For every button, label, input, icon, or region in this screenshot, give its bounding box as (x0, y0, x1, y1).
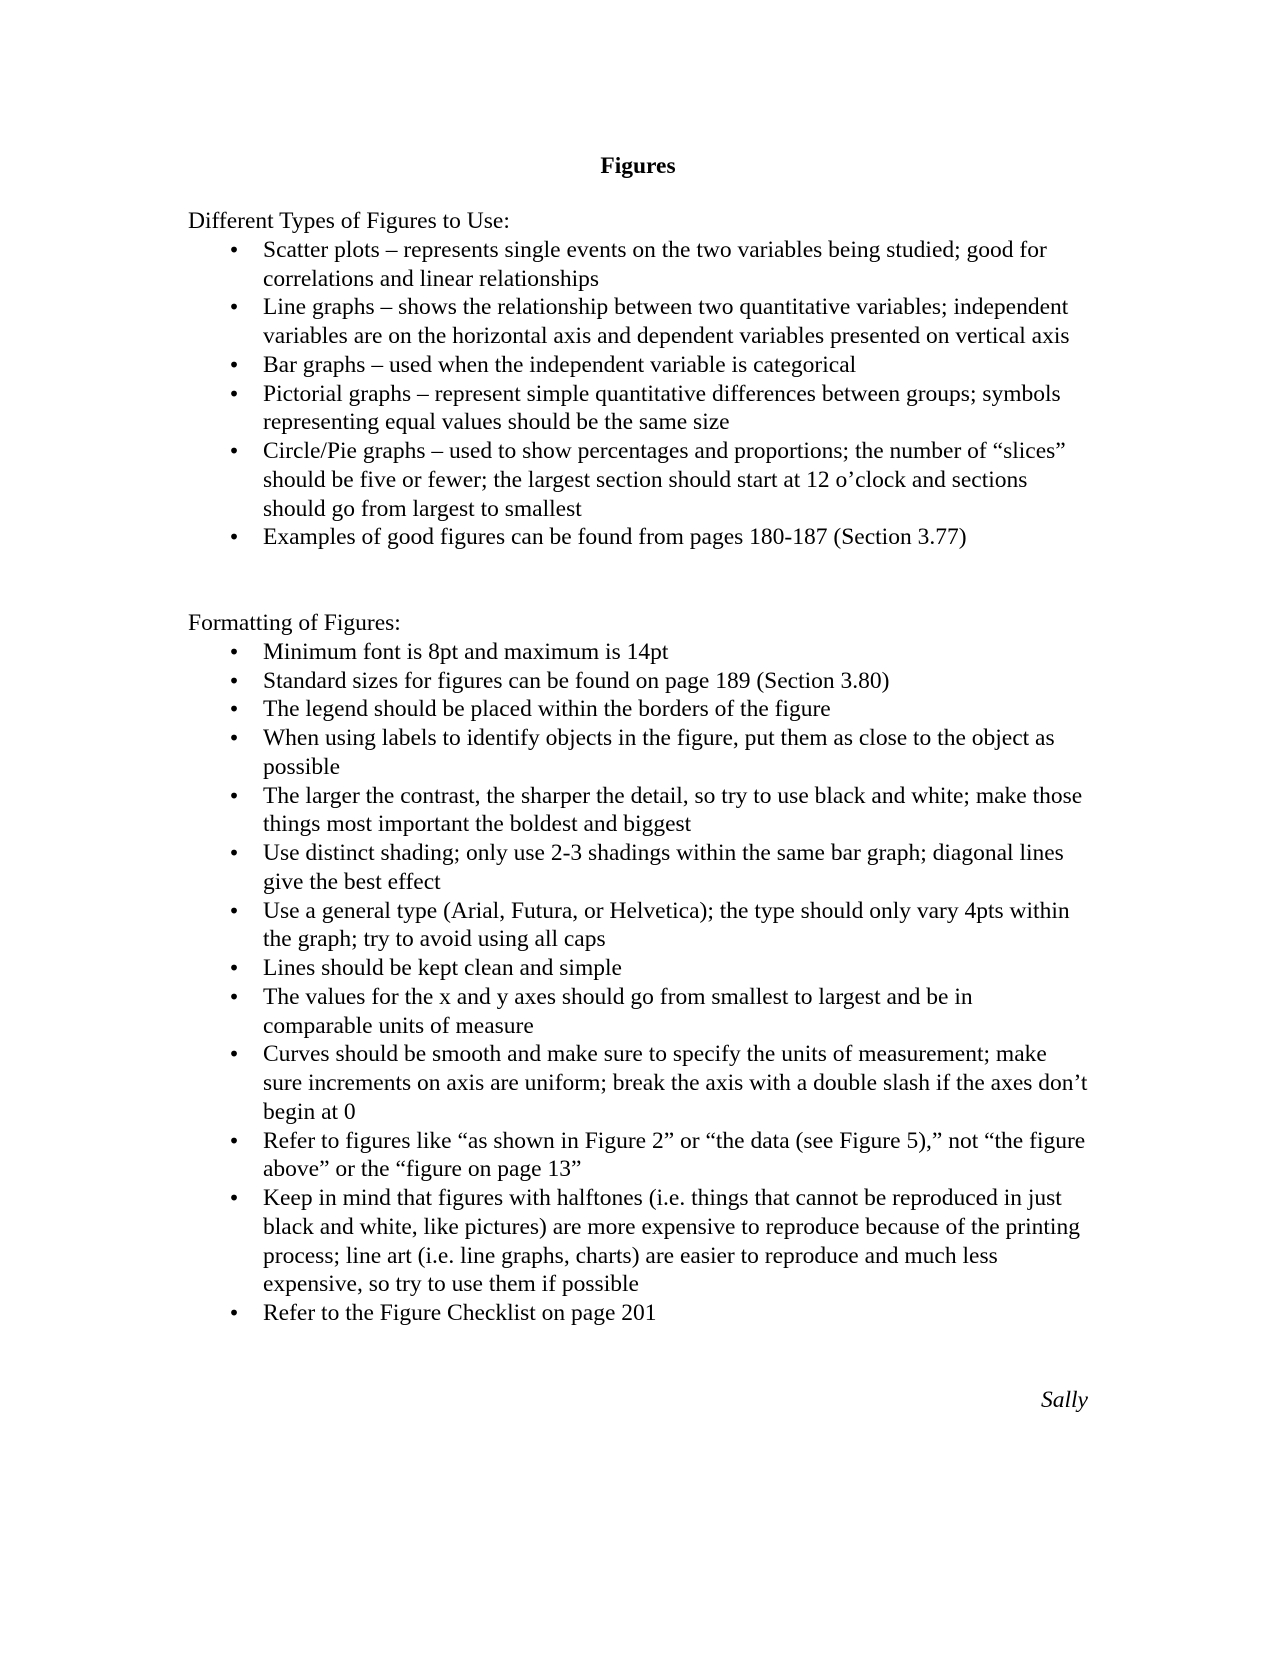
bullet-icon: • (228, 352, 240, 377)
list-item-text: Minimum font is 8pt and maximum is 14pt (263, 638, 669, 665)
author-signature: Sally (1041, 1387, 1088, 1413)
bullet-icon: • (228, 237, 240, 262)
list-item-text: Curves should be smooth and make sure to specify the units of measurement; make sure increments on axis are uniform; break the axis with a double slash if the axes don’t begin at 0 (263, 1041, 1088, 1125)
list-item-text: Pictorial graphs – represent simple quantitative differences between groups; symbols representing equal values should be the same size (263, 380, 1061, 436)
list-item (188, 782, 1088, 840)
bullet-icon: • (228, 783, 240, 808)
list-item-text: The values for the x and y axes should go from smallest to largest and be in comparable units of measure (263, 983, 973, 1039)
list-item-text: The larger the contrast, the sharper the detail, so try to use black and white; make those things most important the boldest and biggest (263, 782, 1083, 838)
list-item (188, 380, 1088, 438)
list-item (188, 638, 1088, 667)
list-item-text: Lines should be kept clean and simple (263, 955, 622, 981)
bullet-icon: • (228, 639, 240, 664)
list-item (188, 724, 1088, 782)
list-item (188, 1299, 1088, 1328)
list-item (188, 293, 1088, 351)
bullet-icon: • (228, 295, 240, 320)
list-item-text: Refer to figures like “as shown in Figure 2” or “the data (see Figure 5),” not “the figure above” or the “figure on page 13” (263, 1127, 1086, 1183)
list-item-text: Circle/Pie graphs – used to show percentages and proportions; the number of “slices” should be five or fewer; the largest section should start at 12 o’clock and sections should go from largest to smallest (263, 438, 1066, 522)
types-section (188, 207, 1088, 552)
formatting-section (188, 609, 1088, 1328)
bullet-icon: • (228, 1042, 240, 1067)
bullet-icon: • (228, 956, 240, 980)
list-item (188, 437, 1088, 523)
list-item (188, 236, 1088, 294)
list-item-text: Bar graphs – used when the independent variable is categorical (263, 351, 857, 378)
list-item (188, 351, 1088, 380)
list-item (188, 1040, 1088, 1126)
bullet-icon: • (228, 525, 240, 550)
list-item-text: Scatter plots – represents single events on the two variables being studied; good for correlations and linear relationships (263, 236, 1047, 292)
list-item (188, 983, 1088, 1041)
list-item (188, 897, 1088, 955)
list-item (188, 523, 1088, 552)
bullet-icon: • (228, 726, 240, 750)
bullet-icon: • (228, 381, 240, 406)
bullet-icon: • (228, 439, 240, 463)
bullet-icon: • (228, 1301, 240, 1325)
bullet-icon: • (228, 841, 240, 865)
types-section-heading: Different Types of Figures to Use: (188, 208, 510, 234)
list-item (188, 839, 1088, 897)
list-item-text: Use a general type (Arial, Futura, or Helvetica); the type should only vary 4pts within the graph; try to avoid using all caps (263, 897, 1070, 953)
list-item-text: Use distinct shading; only use 2-3 shadings within the same bar graph; diagonal lines give the best effect (263, 840, 1064, 895)
list-item (188, 667, 1088, 696)
page-title: Figures (600, 153, 676, 179)
formatting-section-heading: Formatting of Figures: (188, 610, 401, 636)
formatting-list (188, 638, 1088, 1328)
list-item (188, 954, 1088, 983)
bullet-icon: • (228, 1186, 240, 1210)
bullet-icon: • (228, 697, 240, 722)
bullet-icon: • (228, 668, 240, 693)
types-list (188, 236, 1088, 552)
bullet-icon: • (228, 1128, 240, 1153)
list-item-text: When using labels to identify objects in the figure, put them as close to the object as possible (263, 725, 1055, 780)
bullet-icon: • (228, 984, 240, 1009)
bullet-icon: • (228, 898, 240, 923)
list-item (188, 1184, 1088, 1299)
list-item (188, 1127, 1088, 1185)
list-item-text: Refer to the Figure Checklist on page 201 (263, 1300, 657, 1326)
list-item-text: Examples of good figures can be found from pages 180-187 (Section 3.77) (263, 524, 967, 551)
list-item-text: Keep in mind that figures with halftones (i.e. things that cannot be reproduced in just black and white, like pictures) are more expensive to reproduce because of the printing process; line art (i.e. line graphs, charts) are easier to reproduce and much less expensive, so try to use them if possible (263, 1185, 1080, 1298)
list-item-text: The legend should be placed within the borders of the figure (263, 696, 831, 723)
list-item-text: Line graphs – shows the relationship between two quantitative variables; independent variables are on the horizontal axis and dependent variables presented on vertical axis (263, 294, 1070, 349)
list-item-text: Standard sizes for figures can be found on page 189 (Section 3.80) (263, 667, 890, 694)
list-item (188, 695, 1088, 724)
